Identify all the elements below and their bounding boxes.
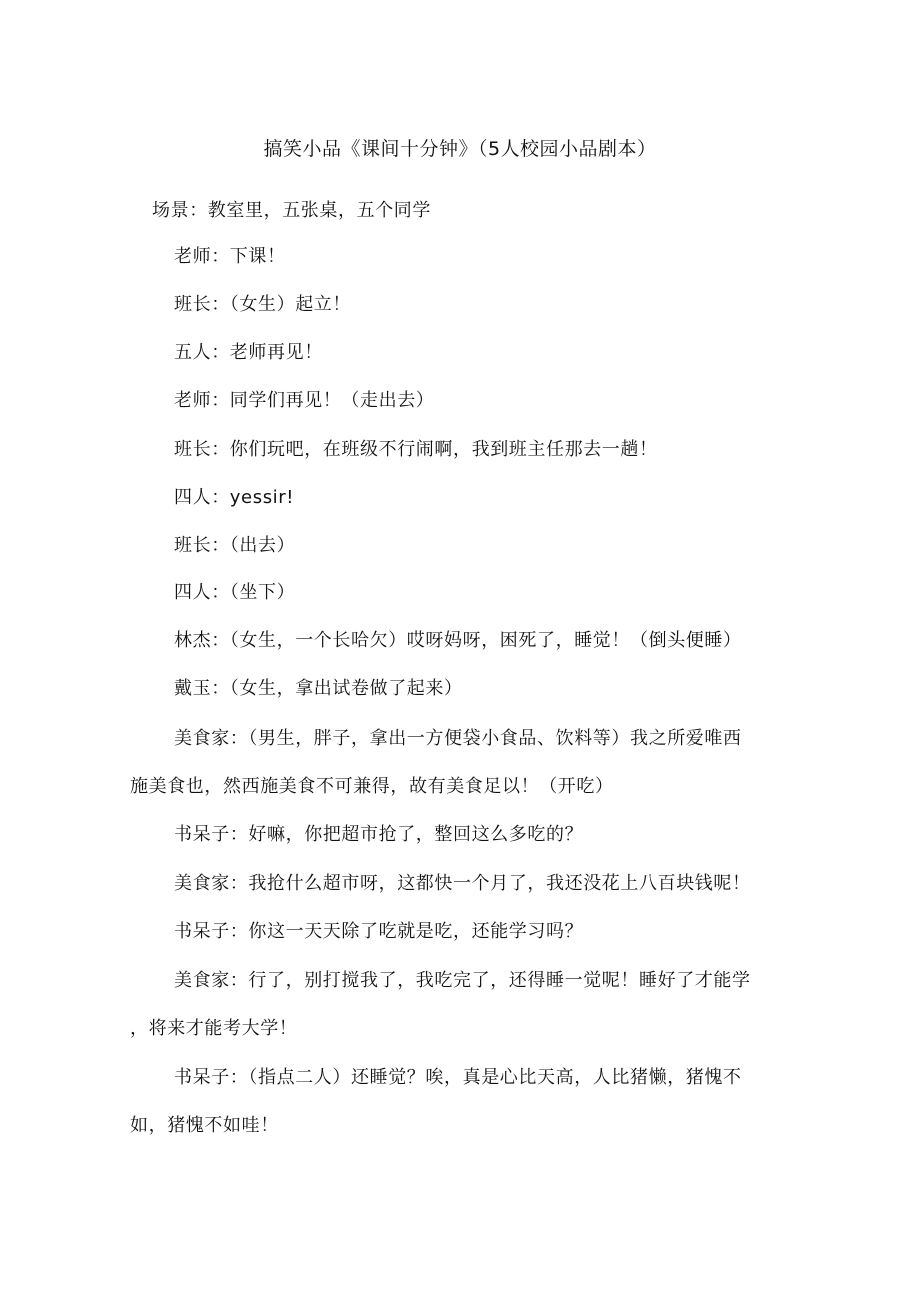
- dialogue-line: 老师：下课！: [174, 246, 286, 267]
- dialogue-line: 书呆子：好嘛，你把超市抢了，整回这么多吃的？: [174, 824, 584, 845]
- dialogue-line: 美食家：我抢什么超市呀，这都快一个月了，我还没花上八百块钱呢！: [174, 873, 751, 894]
- dialogue-line: 林杰：（女生，一个长哈欠）哎呀妈呀，困死了，睡觉！（倒头便睡）: [174, 630, 742, 651]
- dialogue-continuation: 如，猪愧不如哇！: [130, 1115, 279, 1136]
- dialogue-line: 四人：（坐下）: [174, 582, 296, 603]
- dialogue-line: 五人：老师再见！: [174, 342, 323, 363]
- dialogue-line: 书呆子：（指点二人）还睡觉？唉，真是心比天高，人比猪懒，猪愧不: [174, 1067, 742, 1088]
- dialogue-line: 戴玉：（女生，拿出试卷做了起来）: [174, 678, 463, 699]
- dialogue-line: 班长：（女生）起立！: [174, 294, 351, 315]
- dialogue-line: 老师：同学们再见！（走出去）: [174, 390, 435, 411]
- scene-line: 场景：教室里，五张桌，五个同学: [152, 200, 431, 221]
- dialogue-line: 美食家：（男生，胖子，拿出一方便袋小食品、饮料等）我之所爱唯西: [174, 728, 742, 749]
- dialogue-line: 书呆子：你这一天天除了吃就是吃，还能学习吗？: [174, 921, 584, 942]
- dialogue-continuation: ，将来才能考大学！: [130, 1018, 298, 1039]
- dialogue-line: 班长：（出去）: [174, 535, 296, 556]
- dialogue-line: 美食家：行了，别打搅我了，我吃完了，还得睡一觉呢！睡好了才能学: [174, 970, 751, 991]
- dialogue-line: 班长：你们玩吧，在班级不行闹啊，我到班主任那去一趟！: [174, 439, 658, 460]
- document-title: 搞笑小品《课间十分钟》（5人校园小品剧本）: [263, 138, 657, 160]
- dialogue-line: 四人：yessir!: [174, 487, 295, 508]
- dialogue-continuation: 施美食也，然西施美食不可兼得，故有美食足以！（开吃）: [130, 776, 614, 797]
